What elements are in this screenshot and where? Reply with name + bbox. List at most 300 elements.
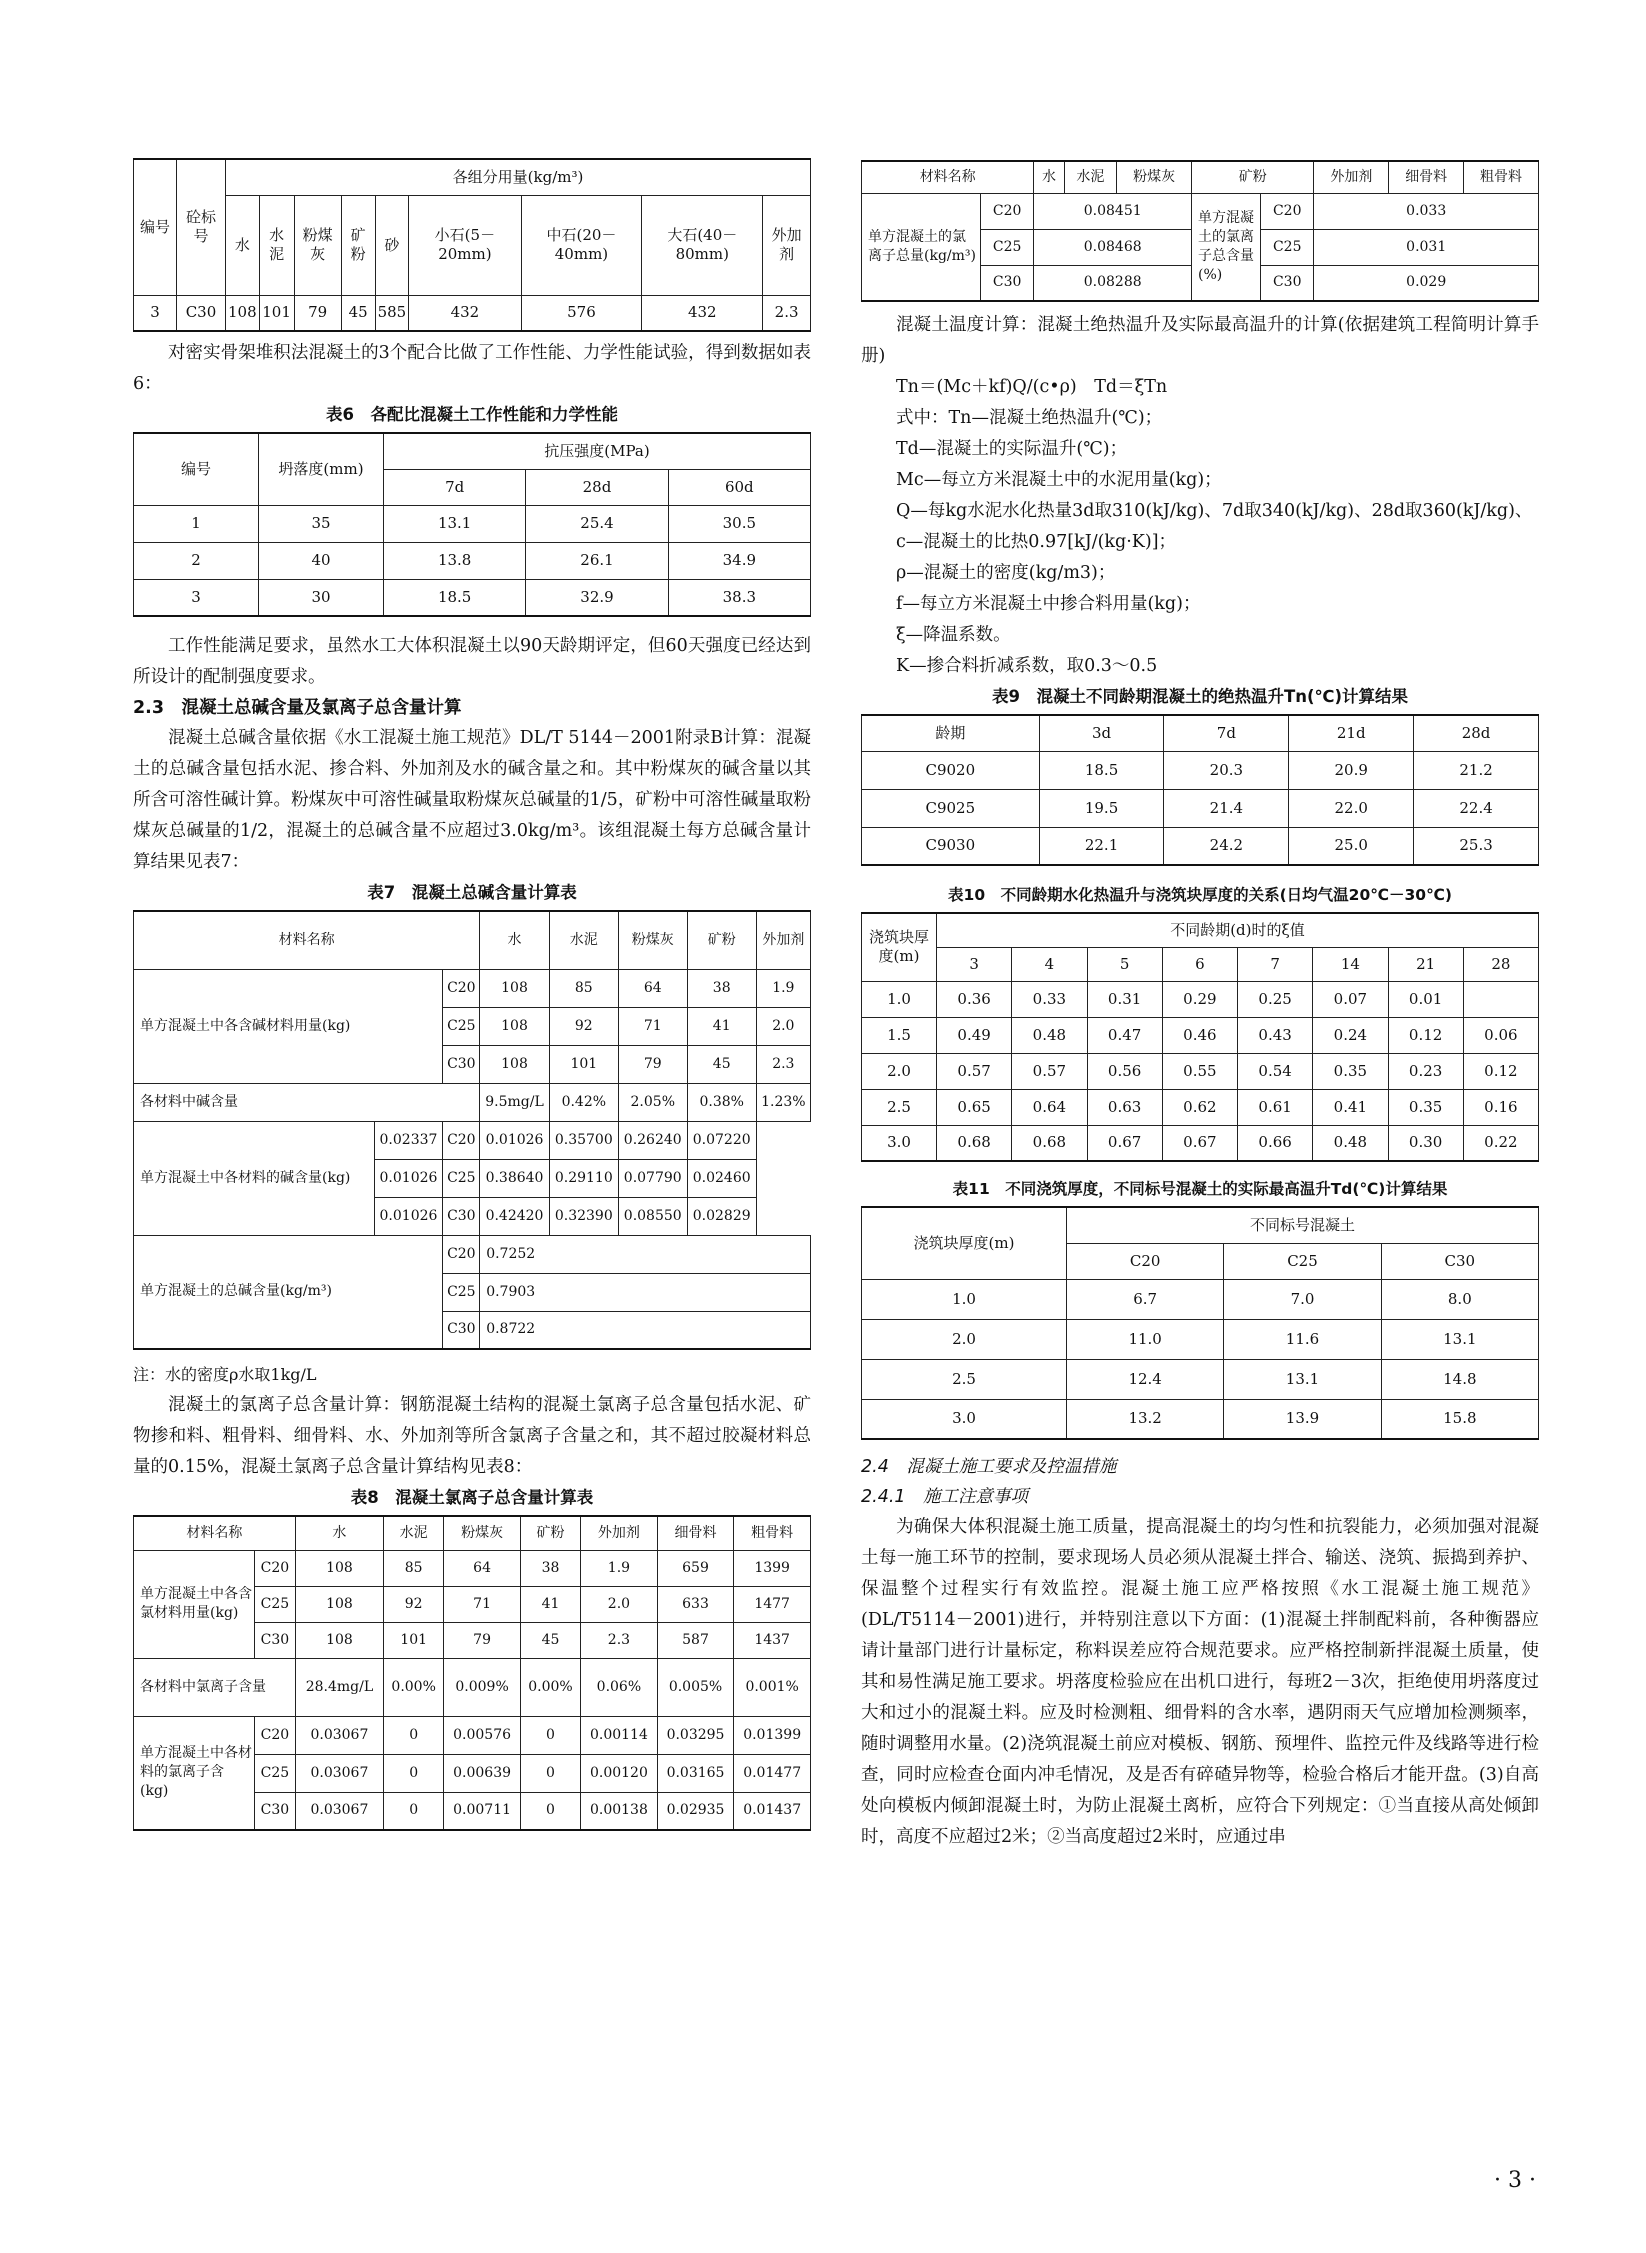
definition: Q—每kg水泥水化热量3d取310(kJ/kg)、7d取340(kJ/kg)、28d取360(kJ/kg)、 — [896, 501, 1533, 521]
cell: 45 — [520, 1622, 580, 1658]
header-cell: 4 — [1012, 947, 1087, 981]
cell: 0.48 — [1313, 1125, 1388, 1161]
header-cell: 21d — [1289, 715, 1414, 751]
cell: 12.4 — [1067, 1359, 1224, 1399]
header-cell: 龄期 — [862, 715, 1040, 751]
cell: 0.02460 — [687, 1159, 756, 1197]
cell: 71 — [444, 1586, 521, 1622]
cell: 14.8 — [1381, 1359, 1538, 1399]
cell: 0.00138 — [581, 1792, 658, 1830]
header-id: 编号 — [134, 159, 177, 295]
cell: 0.62 — [1162, 1089, 1237, 1125]
header-group: 各组分用量(kg/m³) — [226, 159, 811, 195]
cell: 11.0 — [1067, 1319, 1224, 1359]
cell: 9.5mg/L — [480, 1083, 550, 1121]
cell: 0 — [384, 1716, 444, 1754]
cell: 45 — [341, 295, 375, 331]
table-8 — [133, 1515, 811, 1831]
cell: 0.00711 — [444, 1792, 521, 1830]
cell: 576 — [521, 295, 642, 331]
cell: 38 — [687, 969, 756, 1007]
cell: 0.08288 — [1034, 265, 1192, 301]
cell: 0.00% — [520, 1658, 580, 1716]
cell: C25 — [1261, 229, 1314, 265]
cell: 0.57 — [1012, 1053, 1087, 1089]
cell: 0.31 — [1087, 981, 1162, 1017]
header-cell: C20 — [1067, 1243, 1224, 1279]
definition: c—混凝土的比热0.97[kJ/(kg·K)]； — [896, 532, 1177, 552]
definition: f—每立方米混凝土中掺合料用量(kg)； — [896, 594, 1201, 614]
table-row — [134, 579, 811, 616]
cell: 26.1 — [526, 542, 668, 579]
table-row — [862, 751, 1539, 789]
header-cell: C30 — [1381, 1243, 1538, 1279]
table-caption: 表10 不同龄期水化热温升与浇筑块厚度的关系(日均气温20℃－30℃) — [948, 886, 1452, 904]
cell: 0.23 — [1388, 1053, 1463, 1089]
header-grade: 砼标号 — [177, 159, 226, 295]
header-cell: 编号 — [134, 433, 259, 505]
cell: 1.0 — [862, 1279, 1067, 1319]
cell: 41 — [687, 1007, 756, 1045]
cell: 108 — [295, 1550, 383, 1586]
cell: 0.65 — [937, 1089, 1012, 1125]
table-caption: 表6 各配比混凝土工作性能和力学性能 — [326, 405, 618, 424]
cell: C30 — [255, 1792, 296, 1830]
cell: 0.43 — [1238, 1017, 1313, 1053]
cell: C25 — [981, 229, 1034, 265]
cell: 633 — [657, 1586, 734, 1622]
cell: 1.9 — [756, 969, 810, 1007]
header-cell: 坍落度(mm) — [259, 433, 384, 505]
table-row — [862, 1359, 1539, 1399]
cell: 0.01026 — [374, 1197, 443, 1235]
right-column — [861, 160, 1539, 1853]
col-header: 大石(40－80mm) — [642, 195, 763, 295]
cell: 6.7 — [1067, 1279, 1224, 1319]
cell: 25.3 — [1414, 827, 1539, 865]
cell: C20 — [981, 193, 1034, 229]
col-header: 砂 — [375, 195, 409, 295]
group-label: 单方混凝土的总碱含量(kg/m³) — [134, 1235, 443, 1349]
definition: Mc—每立方米混凝土中的水泥用量(kg)； — [896, 470, 1222, 490]
cell: 0.02337 — [374, 1121, 443, 1159]
cell: 3 — [134, 295, 177, 331]
cell: 71 — [618, 1007, 687, 1045]
cell — [1463, 981, 1538, 1017]
table-row — [862, 789, 1539, 827]
cell: 0.24 — [1313, 1017, 1388, 1053]
cell: 0.08451 — [1034, 193, 1192, 229]
cell: 0.63 — [1087, 1089, 1162, 1125]
cell: 0.08550 — [618, 1197, 687, 1235]
cell: 2.0 — [581, 1586, 658, 1622]
cell: 0.03067 — [295, 1716, 383, 1754]
cell: 32.9 — [526, 579, 668, 616]
cell: 0.8722 — [480, 1311, 811, 1349]
cell: 0.029 — [1314, 265, 1539, 301]
group-label: 单方混凝土中各材料的氯离子含(kg) — [134, 1716, 255, 1830]
row-label: 各材料中氯离子含量 — [134, 1658, 296, 1716]
cell: 0.55 — [1162, 1053, 1237, 1089]
cell: 0.68 — [937, 1125, 1012, 1161]
table-caption: 表8 混凝土氯离子总含量计算表 — [350, 1488, 594, 1507]
cell: 64 — [618, 969, 687, 1007]
cell: 0.7903 — [480, 1273, 811, 1311]
cell: 0.00639 — [444, 1754, 521, 1792]
cell: C25 — [255, 1754, 296, 1792]
cell: C30 — [443, 1197, 480, 1235]
cell: 30 — [259, 579, 384, 616]
cell: 0.00576 — [444, 1716, 521, 1754]
cell: 13.1 — [1224, 1359, 1381, 1399]
cell: 13.1 — [384, 505, 526, 542]
cell: 0.01026 — [374, 1159, 443, 1197]
cell: 0.16 — [1463, 1089, 1538, 1125]
section-heading: 2.4 混凝土施工要求及控温措施 — [861, 1457, 1117, 1477]
header-cell: 水泥 — [549, 911, 618, 969]
cell: C9020 — [862, 751, 1040, 789]
header-cell: 抗压强度(MPa) — [384, 433, 811, 469]
table-caption: 表7 混凝土总碱含量计算表 — [367, 883, 577, 902]
cell: 0.06% — [581, 1658, 658, 1716]
cell: 1477 — [734, 1586, 811, 1622]
cell: 101 — [384, 1622, 444, 1658]
header-cell: 材料名称 — [862, 161, 1034, 193]
header-cell: 不同标号混凝土 — [1067, 1207, 1539, 1243]
group-label: 单方混凝土中各含氯材料用量(kg) — [134, 1550, 255, 1658]
cell: 108 — [480, 1007, 550, 1045]
subsection-heading: 2.4.1 施工注意事项 — [861, 1487, 1029, 1507]
cell: 2.5 — [862, 1089, 937, 1125]
table-row — [862, 1319, 1539, 1359]
cell: C30 — [177, 295, 226, 331]
cell: 21.2 — [1414, 751, 1539, 789]
col-header: 矿粉 — [341, 195, 375, 295]
cell: 0.36 — [937, 981, 1012, 1017]
cell: 22.1 — [1039, 827, 1164, 865]
cell: 108 — [480, 969, 550, 1007]
cell: 1437 — [734, 1622, 811, 1658]
cell: 0.01477 — [734, 1754, 811, 1792]
cell: C25 — [443, 1273, 480, 1311]
paragraph: 混凝土总碱含量依据《水工混凝土施工规范》DL/T 5144－2001附录B计算：混凝土的总碱含量包括水泥、掺合料、外加剂及水的碱含量之和。其中粉煤灰的碱含量以其所含可溶性碱计算。粉煤灰中可溶性碱量取粉煤灰总碱量的1/5，矿粉中可溶性碱量取粉煤灰总碱量的1/2，混凝土的总碱含量不应超过3.0kg/m³。该组混凝土每方总碱含量计算结果见表7： — [133, 728, 811, 872]
cell: 0.67 — [1087, 1125, 1162, 1161]
cell: 1.5 — [862, 1017, 937, 1053]
header-cell: C25 — [1224, 1243, 1381, 1279]
cell: 0.48 — [1012, 1017, 1087, 1053]
cell: 30.5 — [668, 505, 810, 542]
cell: C30 — [981, 265, 1034, 301]
cell: C25 — [443, 1159, 480, 1197]
paragraph: 混凝土温度计算：混凝土绝热温升及实际最高温升的计算(依据建筑工程简明计算手册) — [861, 315, 1539, 366]
cell: 1.23% — [756, 1083, 810, 1121]
table-row — [862, 1399, 1539, 1439]
table-row — [862, 1089, 1539, 1125]
cell: 0.005% — [657, 1658, 734, 1716]
cell: 0.03165 — [657, 1754, 734, 1792]
cell: 92 — [384, 1586, 444, 1622]
header-cell: 浇筑块厚度(m) — [862, 913, 937, 981]
col-header: 水 — [226, 195, 260, 295]
cell: 0 — [520, 1754, 580, 1792]
cell: 0.66 — [1238, 1125, 1313, 1161]
group-label: 单方混凝土的氯离子总量(kg/m³) — [862, 193, 981, 301]
cell: 0.35700 — [549, 1121, 618, 1159]
cell: 0.38640 — [480, 1159, 550, 1197]
cell: 0.33 — [1012, 981, 1087, 1017]
header-cell: 矿粉 — [520, 1516, 580, 1550]
cell: 19.5 — [1039, 789, 1164, 827]
cell: 79 — [444, 1622, 521, 1658]
cell: 101 — [549, 1045, 618, 1083]
table-row — [862, 1279, 1539, 1319]
cell: 659 — [657, 1550, 734, 1586]
cell: 13.2 — [1067, 1399, 1224, 1439]
cell: 2.0 — [862, 1053, 937, 1089]
cell: 0 — [520, 1716, 580, 1754]
header-cell: 14 — [1313, 947, 1388, 981]
header-cell: 材料名称 — [134, 1516, 296, 1550]
header-cell: 6 — [1162, 947, 1237, 981]
header-cell: 粉煤灰 — [1117, 161, 1192, 193]
header-cell: 水 — [1034, 161, 1064, 193]
cell: 13.9 — [1224, 1399, 1381, 1439]
cell: 0.03067 — [295, 1792, 383, 1830]
cell: 64 — [444, 1550, 521, 1586]
header-cell: 不同龄期(d)时的ξ值 — [937, 913, 1539, 947]
cell: 0.30 — [1388, 1125, 1463, 1161]
cell: 1.0 — [862, 981, 937, 1017]
table-11 — [861, 1206, 1539, 1440]
cell: 21.4 — [1164, 789, 1289, 827]
cell: 0.01399 — [734, 1716, 811, 1754]
cell: 108 — [480, 1045, 550, 1083]
cell: 0.009% — [444, 1658, 521, 1716]
cell: 0.03067 — [295, 1754, 383, 1792]
col-header: 粉煤灰 — [294, 195, 341, 295]
header-cell: 细骨料 — [657, 1516, 734, 1550]
cell: 85 — [549, 969, 618, 1007]
cell: 0.35 — [1388, 1089, 1463, 1125]
cell: 0 — [520, 1792, 580, 1830]
cell: 108 — [295, 1622, 383, 1658]
table-caption: 表11 不同浇筑厚度，不同标号混凝土的实际最高温升Td(℃)计算结果 — [952, 1180, 1448, 1198]
cell: 0.25 — [1238, 981, 1313, 1017]
cell: 2.3 — [763, 295, 811, 331]
page-number: · 3 · — [1494, 2168, 1536, 2193]
cell: 0.01437 — [734, 1792, 811, 1830]
cell: 0.08468 — [1034, 229, 1192, 265]
cell: 0.68 — [1012, 1125, 1087, 1161]
header-cell: 60d — [668, 469, 810, 505]
table-mix-proportion — [133, 158, 811, 332]
table-row — [134, 295, 811, 331]
cell: 45 — [687, 1045, 756, 1083]
cell: 18.5 — [384, 579, 526, 616]
cell: 13.1 — [1381, 1319, 1538, 1359]
header-cell: 外加剂 — [1314, 161, 1389, 193]
cell: 0.07 — [1313, 981, 1388, 1017]
cell: 0.03295 — [657, 1716, 734, 1754]
cell: C20 — [443, 1121, 480, 1159]
cell: 25.0 — [1289, 827, 1414, 865]
cell: C30 — [443, 1311, 480, 1349]
col-header: 小石(5－20mm) — [409, 195, 521, 295]
cell: 2.0 — [862, 1319, 1067, 1359]
paragraph: 混凝土的氯离子总含量计算：钢筋混凝土结构的混凝土氯离子总含量包括水泥、矿物掺和料、粗骨料、细骨料、水、外加剂等所含氯离子含量之和，其不超过胶凝材料总量的0.15%，混凝土氯离子总含量计算结构见表8： — [133, 1395, 811, 1477]
left-column — [133, 150, 811, 1831]
cell: 79 — [618, 1045, 687, 1083]
header-cell: 5 — [1087, 947, 1162, 981]
group-label: 单方混凝土中各含碱材料用量(kg) — [134, 969, 443, 1083]
definition: ξ—降温系数。 — [896, 625, 1011, 645]
cell: 0.033 — [1314, 193, 1539, 229]
cell: C30 — [1261, 265, 1314, 301]
cell: 1399 — [734, 1550, 811, 1586]
header-cell: 28 — [1463, 947, 1538, 981]
cell: 2.05% — [618, 1083, 687, 1121]
header-cell: 28d — [1414, 715, 1539, 751]
cell: 0.07790 — [618, 1159, 687, 1197]
cell: 0.02829 — [687, 1197, 756, 1235]
cell: 587 — [657, 1622, 734, 1658]
cell: 108 — [226, 295, 260, 331]
cell: 7.0 — [1224, 1279, 1381, 1319]
cell: 0.00120 — [581, 1754, 658, 1792]
cell: 0.001% — [734, 1658, 811, 1716]
row-label: 各材料中碱含量 — [134, 1083, 480, 1121]
cell: 0.00114 — [581, 1716, 658, 1754]
cell: 18.5 — [1039, 751, 1164, 789]
cell: 0.29110 — [549, 1159, 618, 1197]
table-note: 注：水的密度ρ水取1kg/L — [133, 1365, 317, 1384]
cell: 432 — [642, 295, 763, 331]
cell: 0.06 — [1463, 1017, 1538, 1053]
cell: 22.4 — [1414, 789, 1539, 827]
header-cell: 水 — [480, 911, 550, 969]
cell: 3.0 — [862, 1399, 1067, 1439]
cell: 0.7252 — [480, 1235, 811, 1273]
header-cell: 浇筑块厚度(m) — [862, 1207, 1067, 1279]
cell: 1.9 — [581, 1550, 658, 1586]
cell: 2.0 — [756, 1007, 810, 1045]
cell: 40 — [259, 542, 384, 579]
table-caption: 表9 混凝土不同龄期混凝土的绝热温升Tn(℃)计算结果 — [991, 687, 1409, 706]
cell: 28.4mg/L — [295, 1658, 383, 1716]
cell: C9025 — [862, 789, 1040, 827]
cell: 0.64 — [1012, 1089, 1087, 1125]
group-label: 单方混凝土中各材料的碱含量(kg) — [134, 1121, 375, 1235]
cell: 0.22 — [1463, 1125, 1538, 1161]
paragraph: 对密实骨架堆积法混凝土的3个配合比做了工作性能、力学性能试验，得到数据如表6： — [133, 343, 811, 394]
cell: 0.07220 — [687, 1121, 756, 1159]
table-row — [862, 1017, 1539, 1053]
cell: 0.35 — [1313, 1053, 1388, 1089]
cell: 2.5 — [862, 1359, 1067, 1399]
cell: C20 — [1261, 193, 1314, 229]
cell: 0.61 — [1238, 1089, 1313, 1125]
cell: 0.42% — [549, 1083, 618, 1121]
cell: 0.46 — [1162, 1017, 1237, 1053]
cell: 20.3 — [1164, 751, 1289, 789]
header-cell: 3d — [1039, 715, 1164, 751]
cell: 432 — [409, 295, 521, 331]
cell: 0 — [384, 1754, 444, 1792]
cell: 2.3 — [756, 1045, 810, 1083]
header-cell: 外加剂 — [581, 1516, 658, 1550]
cell: C9030 — [862, 827, 1040, 865]
cell: 13.8 — [384, 542, 526, 579]
cell: C25 — [255, 1586, 296, 1622]
header-cell: 外加剂 — [756, 911, 810, 969]
cell: 0.56 — [1087, 1053, 1162, 1089]
table-row — [862, 1053, 1539, 1089]
cell: 11.6 — [1224, 1319, 1381, 1359]
definition: Td—混凝土的实际温升(℃)； — [896, 439, 1128, 459]
cell: 8.0 — [1381, 1279, 1538, 1319]
cell: 0.12 — [1463, 1053, 1538, 1089]
header-cell: 粗骨料 — [734, 1516, 811, 1550]
cell: 0.00% — [384, 1658, 444, 1716]
definition: 式中：Tn—混凝土绝热温升(℃)； — [896, 408, 1163, 428]
col-header: 水泥 — [259, 195, 294, 295]
cell: 0.32390 — [549, 1197, 618, 1235]
cell: 20.9 — [1289, 751, 1414, 789]
table-row — [862, 827, 1539, 865]
table-10 — [861, 912, 1539, 1162]
header-cell: 矿粉 — [1192, 161, 1314, 193]
cell: 3.0 — [862, 1125, 937, 1161]
col-header: 外加剂 — [763, 195, 811, 295]
definition: ρ—混凝土的密度(kg/m3)； — [896, 563, 1116, 583]
cell: C20 — [443, 1235, 480, 1273]
cell: 0.42420 — [480, 1197, 550, 1235]
section-heading: 2.3 混凝土总碱含量及氯离子总含量计算 — [133, 698, 462, 718]
cell: 79 — [294, 295, 341, 331]
cell: C20 — [255, 1550, 296, 1586]
definition: K—掺合料折减系数，取0.3～0.5 — [896, 656, 1158, 676]
group-label: 单方混凝土的氯离子总含量(%) — [1192, 193, 1261, 301]
cell: 92 — [549, 1007, 618, 1045]
table-9 — [861, 714, 1539, 866]
cell: 0.02935 — [657, 1792, 734, 1830]
paragraph: 工作性能满足要求，虽然水工大体积混凝土以90天龄期评定，但60天强度已经达到所设计的配制强度要求。 — [133, 636, 811, 687]
cell: C25 — [443, 1007, 480, 1045]
cell: 2.3 — [581, 1622, 658, 1658]
cell: 0.67 — [1162, 1125, 1237, 1161]
cell: 38 — [520, 1550, 580, 1586]
cell: 3 — [134, 579, 259, 616]
header-cell: 水 — [295, 1516, 383, 1550]
cell: 41 — [520, 1586, 580, 1622]
cell: 35 — [259, 505, 384, 542]
cell: 0 — [384, 1792, 444, 1830]
cell: 0.01026 — [480, 1121, 550, 1159]
header-cell: 28d — [526, 469, 668, 505]
cell: 15.8 — [1381, 1399, 1538, 1439]
cell: 0.49 — [937, 1017, 1012, 1053]
table-row — [862, 981, 1539, 1017]
cell: 24.2 — [1164, 827, 1289, 865]
cell: 0.12 — [1388, 1017, 1463, 1053]
header-cell: 粉煤灰 — [444, 1516, 521, 1550]
cell: C30 — [255, 1622, 296, 1658]
cell: 2 — [134, 542, 259, 579]
table-7 — [133, 910, 811, 1350]
cell: 585 — [375, 295, 409, 331]
header-cell: 粉煤灰 — [618, 911, 687, 969]
header-cell: 7 — [1238, 947, 1313, 981]
